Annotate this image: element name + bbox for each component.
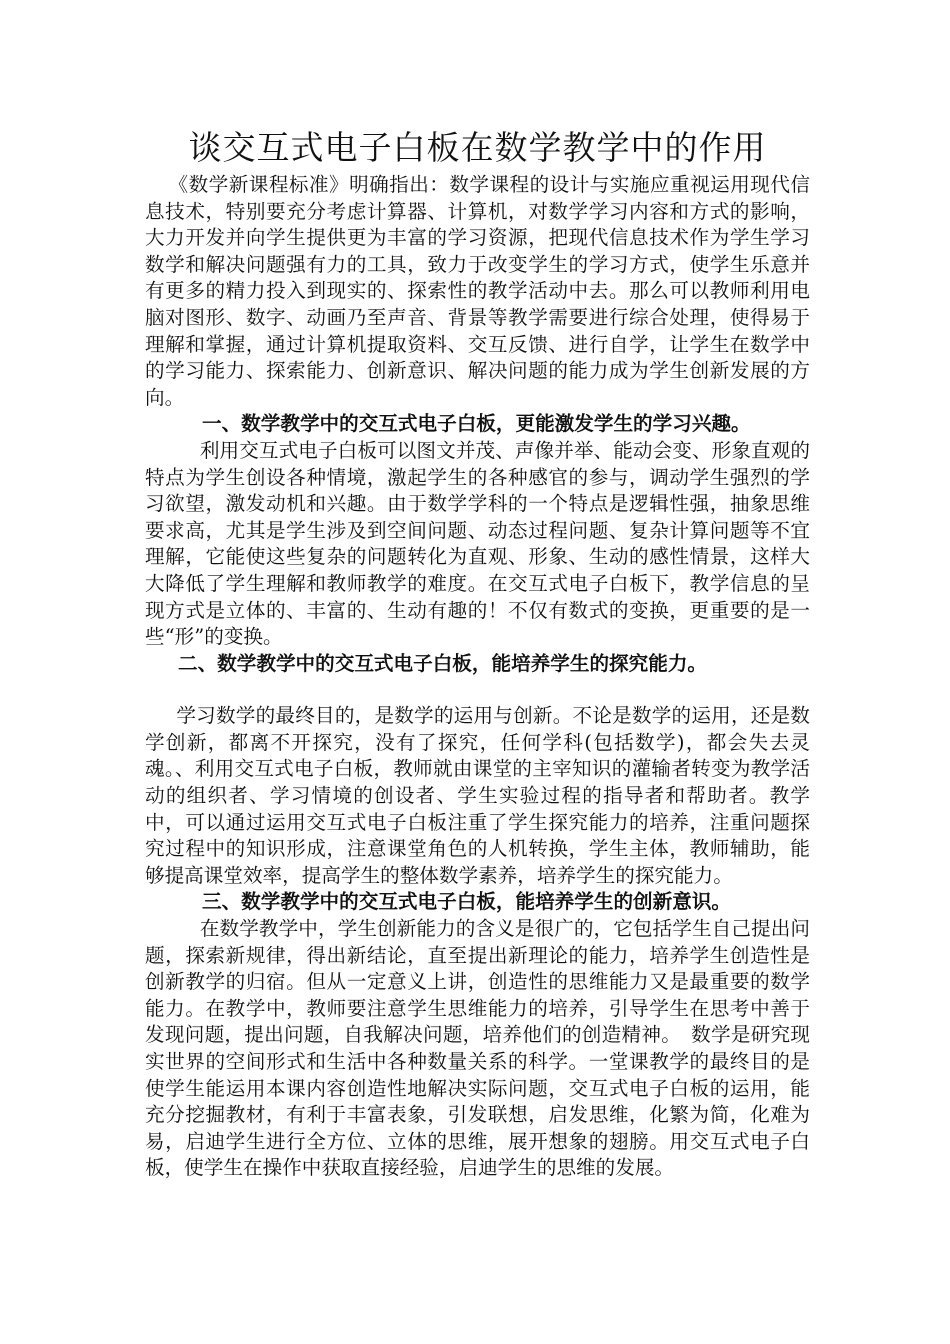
section-3-paragraph: 在数学教学中，学生创新能力的含义是很广的，它包括学生自己提出问题，探索新规律，得出新结论，直至提出新理论的能力，培养学生创造性是创新教学的归宿。但从一定意义上讲，创造性的思维能力又是最重要的数学能力。在教学中，教师要注意学生思维能力的培养，引导学生在思考中善于发现问题，提出问题，自我解决问题，培养他们的创造精神。 数学是研究现实世界的空间形式和生活中各种数量关系的科学。一堂课教学的最终目的是使学生能运用本课内容创造性地解决实际问题，交互式电子白板的运用，能充分挖掘教材，有利于丰富表象，引发联想，启发思维，化繁为简，化难为易，启迪学生进行全方位、立体的思维，展开想象的翅膀。用交互式电子白板，使学生在操作中获取直接经验，启迪学生的思维的发展。 (145, 917, 810, 1180)
section-3-heading: 三、数学教学中的交互式电子白板，能培养学生的创新意识。 (202, 890, 732, 914)
blank-line (145, 677, 810, 703)
intro-paragraph: 《数学新课程标准》明确指出：数学课程的设计与实施应重视运用现代信息技术，特别要充分考虑计算器、计算机，对数学学习内容和方式的影响，大力开发并向学生提供更为丰富的学习资源，把现代信息技术作为学生学习数学和解决问题强有力的工具，致力于改变学生的学习方式，使学生乐意并有更多的精力投入到现实的、探索性的教学活动中去。那么可以教师利用电脑对图形、数字、动画乃至声音、背景等教学需要进行综合处理，使得易于理解和掌握，通过计算机提取资料、交互反馈、进行自学，让学生在数学中的学习能力、探索能力、创新意识、解决问题的能力成为学生创新发展的方向。 (145, 173, 810, 409)
section-1-paragraph: 利用交互式电子白板可以图文并茂、声像并举、能动会变、形象直观的特点为学生创设各种情境，激起学生的各种感官的参与，调动学生强烈的学习欲望，激发动机和兴趣。由于数学学科的一个特点是逻辑性强，抽象思维要求高，尤其是学生涉及到空间问题、动态过程问题、复杂计算问题等不宜理解，它能使这些复杂的问题转化为直观、形象、生动的感性情景，这样大大降低了学生理解和教师教学的难度。在交互式电子白板下，教学信息的呈现方式是立体的、丰富的、生动有趣的！不仅有数式的变换，更重要的是一些“形”的变换。 (145, 438, 810, 649)
document-title: 谈交互式电子白板在数学教学中的作用 (188, 128, 767, 167)
section-1-heading: 一、数学教学中的交互式电子白板，更能激发学生的学习兴趣。 (202, 412, 751, 436)
section-2-heading: 二、数学教学中的交互式电子白板，能培养学生的探究能力。 (178, 651, 708, 675)
document-page (145, 124, 810, 1182)
section-2-paragraph: 学习数学的最终目的，是数学的运用与创新。不论是数学的运用，还是数学创新，都离不开探究，没有了探究，任何学科(包括数学)，都会失去灵魂。、利用交互式电子白板，教师就由课堂的主宰知识的灌输者转变为教学活动的组织者、学习情境的创设者、学生实验过程的指导者和帮助者。教学中，可以通过运用交互式电子白板注重了学生探究能力的培养，注重问题探究过程中的知识形成，注意课堂角色的人机转换，学生主体，教师辅助，能够提高课堂效率，提高学生的整体数学素养，培养学生的探究能力。 (145, 704, 810, 887)
